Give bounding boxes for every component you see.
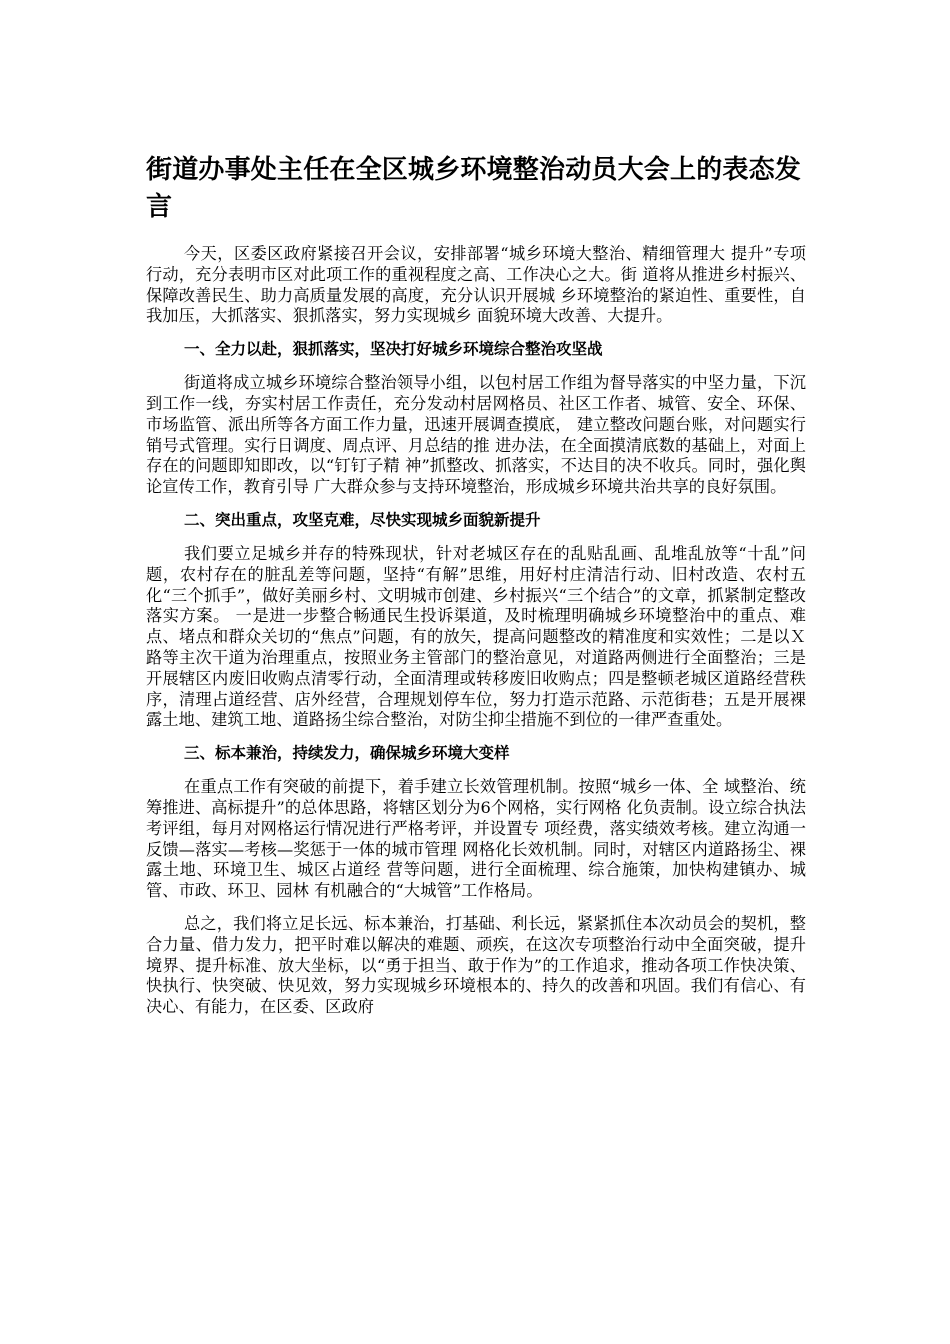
intro-paragraph: 今天，区委区政府紧接召开会议，安排部署“城乡环境大整治、精细管理大 提升”专项行动，充分表明市区对此项工作的重视程度之高、工作决心之大。街 道将从推进乡村振兴、保障改善民生、助力高质量发展的高度，充分认识开展城 乡环境整治的紧迫性、重要性，自我加压，大抓落实、狠抓落实，努力实现城乡 面貌环境大改善、大提升。 xyxy=(146,244,806,326)
section-1-paragraph: 街道将成立城乡环境综合整治领导小组，以包村居工作组为督导落实的中坚力量，下沉到工作一线，夯实村居工作责任，充分发动村居网格员、社区工作者、城管、安全、环保、市场监管、派出所等各方面工作力量，迅速开展调查摸底， 建立整改问题台账，对问题实行销号式管理。实行日调度、周点评、月总结的推 进办法，在全面摸清底数的基础上，对面上存在的问题即知即改，以“钉钉子精 神”抓整改、抓落实，不达目的决不收兵。同时，强化舆论宣传工作，教育引导 广大群众参与支持环境整治，形成城乡环境共治共享的良好氛围。 xyxy=(146,373,806,497)
section-heading-1: 一、全力以赴，狠抓落实，坚决打好城乡环境综合整治攻坚战 xyxy=(184,340,603,359)
conclusion-paragraph: 总之，我们将立足长远、标本兼治，打基础、利长远，紧紧抓住本次动员会的契机，整合力量、借力发力，把平时难以解决的难题、顽疾，在这次专项整治行动中全面突破，提升境界、提升标准、放大坐标，以“勇于担当、敢于作为”的工作追求，推动各项工作快决策、快执行、快突破、快见效，努力实现城乡环境根本的、持久的改善和巩固。我们有信心、有决心、有能力，在区委、区政府 xyxy=(146,913,806,1017)
document-body xyxy=(146,244,806,1030)
section-heading-3: 三、标本兼治，持续发力，确保城乡环境大变样 xyxy=(184,744,510,763)
section-2-paragraph: 我们要立足城乡并存的特殊现状，针对老城区存在的乱贴乱画、乱堆乱放等“十乱”问题，农村存在的脏乱差等问题，坚持“有解”思维，用好村庄清洁行动、旧村改造、农村五化“三个抓手”，做好美丽乡村、文明城市创建、乡村振兴“三个结合”的文章，抓紧制定整改落实方案。 一是进一步整合畅通民生投诉渠道，及时梳理明确城乡环境整治中的重点、难点、堵点和群众关切的“焦点”问题，有的放矢，提高问题整改的精准度和实效性；二是以Ｘ路等主次干道为治理重点，按照业务主管部门的整治意见，对道路两侧进行全面整治；三是开展辖区内废旧收购点清零行动，全面清理或转移废旧收购点；四是整顿老城区道路经营秩序，清理占道经营、店外经营，合理规划停车位，努力打造示范路、示范街巷；五是开展裸露土地、建筑工地、道路扬尘综合整治，对防尘抑尘措施不到位的一律严查重处。 xyxy=(146,543,806,730)
section-3-paragraph: 在重点工作有突破的前提下，着手建立长效管理机制。按照“城乡一体、全 域整治、统筹推进、高标提升”的总体思路，将辖区划分为6个网格，实行网格 化负责制。设立综合执法考评组，每月对网格运行情况进行严格考评，并设置专 项经费，落实绩效考核。建立沟通一反馈—落实—考核—奖惩于一体的城市管理 网格化长效机制。同时，对辖区内道路扬尘、裸露土地、环境卫生、城区占道经 营等问题，进行全面梳理、综合施策，加快构建镇办、城管、市政、环卫、园林 有机融合的“大城管”工作格局。 xyxy=(146,777,806,901)
section-heading-2: 二、突出重点，攻坚克难，尽快实现城乡面貌新提升 xyxy=(184,510,541,529)
document-title: 街道办事处主任在全区城乡环境整治动员大会上的表态发言 xyxy=(146,155,802,222)
